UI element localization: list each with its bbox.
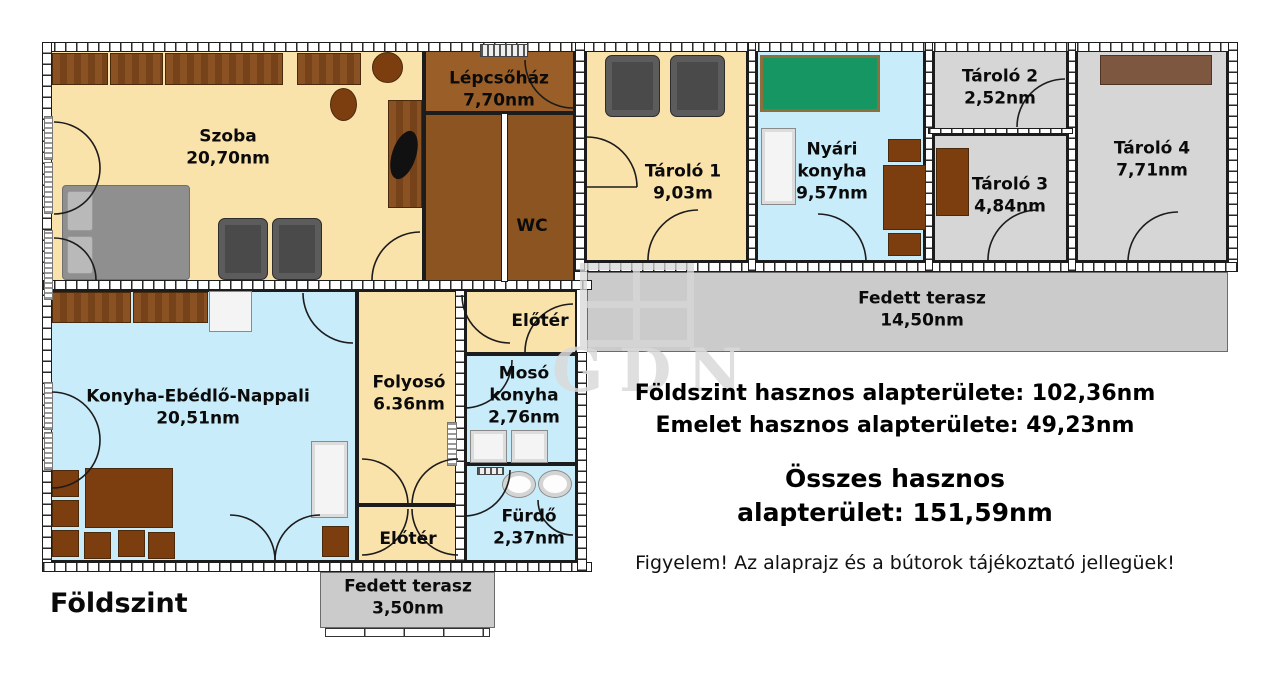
wall-tarolo3-tarolo4 bbox=[1068, 42, 1076, 272]
wall-tarolo2-tarolo3 bbox=[928, 128, 1073, 134]
upper-floor-area-text: Emelet hasznos alapterülete: 49,23nm bbox=[655, 412, 1135, 438]
round-table bbox=[372, 52, 403, 83]
refrigerator bbox=[311, 441, 348, 518]
summary-areas bbox=[555, 378, 1235, 442]
radiator bbox=[44, 432, 53, 470]
label-terrace-large: Fedett terasz 14,50nm bbox=[858, 288, 986, 330]
chair bbox=[118, 530, 145, 557]
chair bbox=[888, 139, 921, 162]
sideboard bbox=[297, 53, 361, 85]
wall-nyari-tarolo2 bbox=[925, 42, 933, 272]
label-tarolo4: Tároló 4 7,71nm bbox=[1113, 138, 1191, 180]
sink bbox=[502, 471, 536, 498]
floor-title: Földszint bbox=[50, 588, 188, 619]
shelf bbox=[1100, 55, 1212, 85]
label-wc: WC bbox=[516, 216, 548, 237]
chair bbox=[84, 532, 111, 559]
washing-machine bbox=[470, 430, 507, 463]
label-tarolo2: Tároló 2 2,52nm bbox=[961, 66, 1039, 108]
total-area-line2: alapterület: 151,59nm bbox=[737, 497, 1053, 527]
wardrobe bbox=[52, 53, 108, 85]
wall-right-top-block bbox=[1228, 42, 1238, 272]
chair bbox=[52, 500, 79, 527]
chair bbox=[52, 530, 79, 557]
radiator bbox=[44, 162, 53, 214]
radiator bbox=[44, 116, 53, 160]
terrace-steps bbox=[325, 628, 490, 637]
label-tarolo3: Tároló 3 4,84nm bbox=[971, 174, 1049, 216]
stair-divider bbox=[501, 113, 508, 282]
cabinet bbox=[936, 148, 969, 216]
label-nyari-konyha: Nyári konyha 9,57nm bbox=[796, 139, 868, 203]
pillow bbox=[67, 191, 93, 231]
stove bbox=[209, 291, 252, 332]
radiator bbox=[447, 422, 457, 466]
kitchen-cabinet bbox=[133, 292, 208, 323]
wall-mid-vertical bbox=[575, 42, 585, 272]
label-konyha-ebedlo-nappali: Konyha-Ebédlő-Nappali 20,51nm bbox=[86, 386, 310, 428]
summary-total bbox=[555, 462, 1235, 530]
total-area-line1: Összes hasznos bbox=[784, 464, 1006, 493]
label-moso-konyha: Mosó konyha 2,76nm bbox=[488, 363, 560, 427]
armchair bbox=[670, 55, 725, 117]
watermark-logo bbox=[580, 263, 694, 347]
armchair bbox=[272, 218, 322, 280]
label-furdo: Fürdő 2,37nm bbox=[493, 506, 565, 548]
watermark-text: GDN bbox=[552, 336, 759, 406]
radiator bbox=[477, 467, 504, 475]
label-folyoso: Folyosó 6.36nm bbox=[372, 372, 446, 414]
radiator bbox=[44, 382, 53, 430]
wall-bottom-left-block bbox=[42, 562, 592, 572]
wall-tarolo1-nyari bbox=[748, 42, 756, 272]
radiator bbox=[44, 230, 53, 300]
chair bbox=[888, 233, 921, 256]
chair bbox=[330, 88, 357, 121]
ground-floor-area-text: Földszint hasznos alapterülete: 102,36nm bbox=[634, 381, 1156, 406]
disclaimer-text: Figyelem! Az alaprajz és a bútorok tájékoztató jellegüek! bbox=[635, 552, 1175, 574]
staircase-treads bbox=[480, 44, 528, 57]
kitchen-cabinet bbox=[52, 292, 131, 323]
stool bbox=[322, 526, 349, 557]
dining-table bbox=[85, 468, 173, 528]
pillow bbox=[67, 236, 93, 274]
armchair bbox=[605, 55, 660, 117]
wall-top bbox=[42, 42, 1238, 52]
label-eloter-also: Előtér bbox=[379, 529, 437, 550]
chair bbox=[52, 470, 79, 497]
label-tarolo1: Tároló 1 9,03m bbox=[644, 161, 722, 203]
dining-table bbox=[883, 165, 926, 230]
label-lepcsohaz: Lépcsőház 7,70nm bbox=[449, 68, 549, 110]
garden-table bbox=[760, 55, 880, 112]
wardrobe bbox=[165, 53, 283, 85]
armchair bbox=[218, 218, 268, 280]
wall-between-blocks bbox=[42, 280, 592, 290]
room-wc bbox=[424, 113, 575, 282]
chair bbox=[148, 532, 175, 559]
label-eloter-felso: Előtér bbox=[511, 311, 569, 332]
label-terrace-small: Fedett terasz 3,50nm bbox=[344, 576, 472, 618]
label-szoba: Szoba 20,70nm bbox=[186, 126, 270, 168]
wardrobe bbox=[110, 53, 163, 85]
washing-machine bbox=[511, 430, 548, 463]
